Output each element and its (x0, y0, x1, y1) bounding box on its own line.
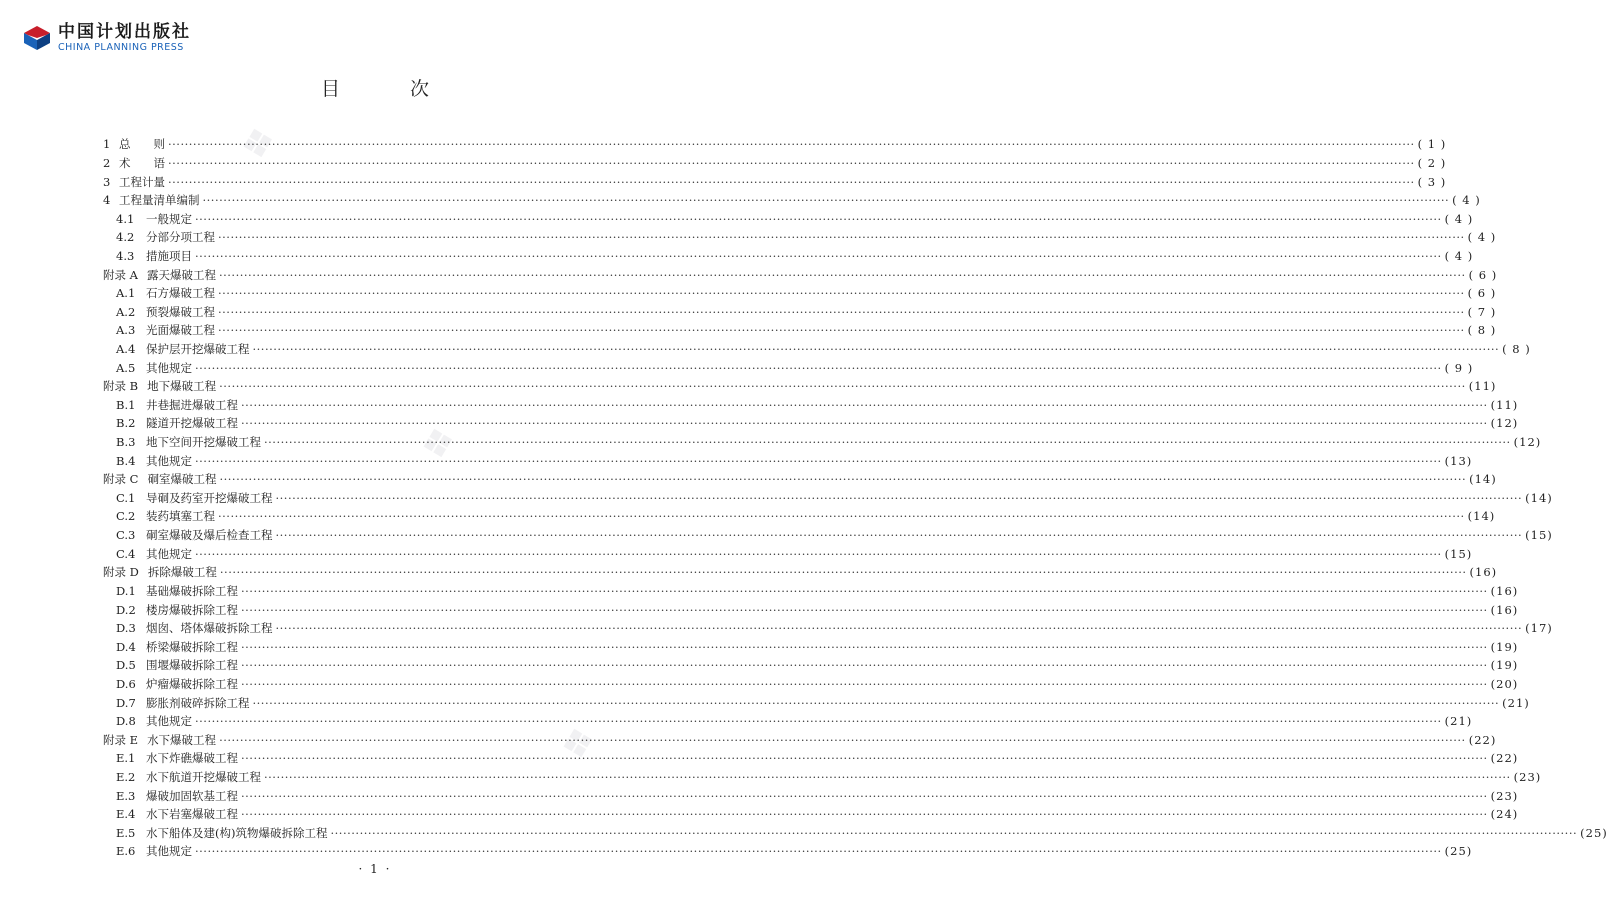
toc-leader-dots: ············································································································································································································································································································ (202, 193, 1450, 208)
toc-entry-page: ( 6 ) (1468, 267, 1498, 282)
toc-entry-label: 地下空间开挖爆破工程 (146, 435, 261, 450)
toc-entry-number: D.1 (116, 583, 136, 598)
toc-entry-label: 工程计量 (119, 174, 165, 189)
toc-entry-number: D.7 (116, 695, 136, 710)
toc-entry-label: 水下船体及建(构)筑物爆破拆除工程 (146, 825, 328, 840)
toc-entry-label: 地下爆破工程 (147, 379, 217, 394)
toc-entry[interactable] (103, 637, 1519, 656)
toc-entry-number: C.2 (116, 509, 136, 524)
toc-entry-number: E.6 (116, 844, 136, 859)
toc-entry-page: (14) (1525, 490, 1553, 505)
toc-leader-dots: ············································································································································································································································································································ (219, 565, 1467, 580)
toc-entry-label: 水下岩塞爆破工程 (146, 807, 238, 822)
toc-entry[interactable] (103, 340, 1531, 359)
toc-leader-dots: ············································································································································································································································································································ (219, 732, 1466, 747)
toc-leader-dots: ············································································································································································································································································································ (168, 155, 1415, 170)
toc-entry[interactable] (103, 135, 1447, 154)
toc-entry-label: 导硐及药室开挖爆破工程 (146, 490, 273, 505)
page-title: 目 次 (320, 78, 462, 100)
toc-entry-number: B.3 (116, 435, 136, 450)
toc-entry-label: 其他规定 (146, 546, 192, 561)
toc-entry-number: E.3 (116, 788, 136, 803)
toc-entry-label: 基础爆破拆除工程 (146, 583, 238, 598)
toc-entry-page: ( 4 ) (1444, 211, 1474, 226)
toc-entry-number: 4 (103, 193, 111, 208)
toc-leader-dots: ············································································································································································································································································································ (330, 825, 1578, 840)
toc-entry[interactable] (103, 842, 1473, 861)
toc-entry[interactable] (103, 396, 1519, 415)
toc-entry-number: E.2 (116, 770, 136, 785)
toc-leader-dots: ············································································································································································································································································································ (195, 714, 1442, 729)
toc-leader-dots: ············································································································································································································································································································ (264, 435, 1511, 450)
toc-leader-dots: ············································································································································································································································································································ (168, 137, 1415, 152)
toc-entry[interactable] (103, 154, 1447, 173)
toc-entry-label: 术 语 (119, 155, 165, 170)
toc-entry-page: (25) (1444, 844, 1473, 859)
toc-entry-page: (16) (1490, 583, 1519, 598)
toc-entry-page: ( 6 ) (1467, 286, 1497, 301)
toc-entry-number: D.8 (116, 714, 136, 729)
toc-leader-dots: ············································································································································································································································································································ (195, 453, 1442, 468)
toc-entry-label: 露天爆破工程 (146, 267, 216, 282)
toc-entry-label: 井巷掘进爆破工程 (146, 397, 238, 412)
publisher-name-cn: 中国计划出版社 (58, 22, 191, 42)
toc-entry-label: 石方爆破工程 (146, 286, 215, 301)
toc-entry-label: 炉瘤爆破拆除工程 (146, 676, 238, 691)
toc-entry-label: 其他规定 (146, 453, 192, 468)
toc-leader-dots: ············································································································································································································································································································ (241, 397, 1488, 412)
toc-entry-number: C.3 (116, 528, 136, 543)
toc-leader-dots: ············································································································································································································································································································ (241, 751, 1488, 766)
toc-entry[interactable] (103, 805, 1519, 824)
toc-leader-dots: ············································································································································································································································································································ (252, 695, 1500, 710)
toc-entry[interactable] (103, 247, 1474, 266)
toc-entry[interactable] (103, 712, 1473, 731)
page-number: · 1 · (358, 862, 392, 876)
toc-entry-label: 硐室爆破工程 (147, 472, 217, 487)
toc-entry-label: 总 则 (119, 137, 165, 152)
toc-entry-page: (19) (1490, 658, 1519, 673)
toc-leader-dots: ············································································································································································································································································································ (264, 770, 1511, 785)
toc-entry-page: (22) (1490, 751, 1519, 766)
toc-entry[interactable] (103, 358, 1474, 377)
toc-entry-page: (21) (1502, 695, 1530, 710)
toc-entry-label: 膨胀剂破碎拆除工程 (146, 695, 250, 710)
publisher-name-en: CHINA PLANNING PRESS (58, 42, 184, 53)
toc-entry[interactable] (103, 451, 1473, 470)
toc-entry[interactable] (103, 191, 1481, 210)
toc-entry[interactable] (103, 675, 1519, 694)
toc-leader-dots: ············································································································································································································································································································ (195, 360, 1442, 375)
toc-entry-label: 保护层开挖爆破工程 (146, 342, 250, 356)
toc-entry[interactable] (103, 228, 1497, 247)
toc-entry[interactable] (103, 377, 1497, 396)
toc-entry-page: ( 7 ) (1467, 304, 1497, 319)
toc-entry[interactable] (103, 544, 1473, 563)
toc-leader-dots: ············································································································································································································································································································ (195, 546, 1442, 561)
toc-entry-label: 水下炸礁爆破工程 (146, 751, 238, 766)
toc-entry-label: 硐室爆破及爆后检查工程 (146, 528, 273, 543)
toc-leader-dots: ············································································································································································································································································································ (195, 211, 1442, 226)
toc-entry[interactable] (103, 656, 1519, 675)
toc-entry-number: 2 (103, 155, 111, 170)
toc-entry-label: 拆除爆破工程 (147, 565, 217, 580)
toc-entry-number: B.1 (116, 397, 136, 412)
toc-entry-number: 附录 E (103, 732, 139, 747)
toc-leader-dots: ············································································································································································································································································································ (241, 807, 1488, 822)
toc-leader-dots: ············································································································································································································································································································ (241, 658, 1488, 673)
toc-leader-dots: ············································································································································································································································································································ (241, 416, 1488, 431)
toc-entry-page: ( 3 ) (1417, 174, 1447, 189)
toc-entry-number: A.4 (116, 342, 136, 356)
toc-entry[interactable] (103, 433, 1542, 452)
watermark: ❖ (235, 114, 293, 172)
toc-entry[interactable] (103, 786, 1519, 805)
toc-entry-label: 预裂爆破工程 (146, 304, 215, 319)
publisher-logo-icon (22, 24, 52, 52)
toc-entry[interactable] (103, 172, 1447, 191)
toc-entry-page: (16) (1490, 602, 1519, 617)
toc-leader-dots: ············································································································································································································································································································ (168, 174, 1415, 189)
toc-entry-label: 桥梁爆破拆除工程 (146, 639, 238, 654)
toc-entry[interactable] (103, 209, 1474, 228)
toc-entry[interactable] (103, 321, 1497, 340)
toc-entry-label: 其他规定 (146, 844, 192, 859)
toc-entry-page: (14) (1469, 472, 1497, 487)
toc-leader-dots: ············································································································································································································································································································ (241, 676, 1488, 691)
toc-entry-page: (20) (1490, 676, 1519, 691)
toc-entry-number: 4.1 (116, 211, 135, 226)
toc-entry-label: 工程量清单编制 (119, 193, 200, 208)
toc-leader-dots: ············································································································································································································································································································ (218, 304, 1465, 319)
toc-entry-number: C.4 (116, 546, 136, 561)
toc-entry[interactable] (103, 470, 1497, 489)
toc-entry-page: (14) (1467, 509, 1496, 524)
toc-entry[interactable] (103, 600, 1519, 619)
toc-entry-label: 烟囱、塔体爆破拆除工程 (146, 621, 273, 636)
toc-entry-page: ( 8 ) (1467, 323, 1497, 338)
toc-entry-page: ( 1 ) (1417, 137, 1447, 152)
toc-entry[interactable] (103, 619, 1553, 638)
toc-entry-page: ( 2 ) (1417, 155, 1447, 170)
toc-entry[interactable] (103, 284, 1497, 303)
toc-entry-page: (24) (1490, 807, 1519, 822)
toc-entry-page: ( 4 ) (1444, 248, 1474, 263)
toc-leader-dots: ············································································································································································································································································································ (275, 490, 1523, 505)
toc-entry-page: ( 9 ) (1444, 360, 1474, 375)
toc-leader-dots: ············································································································································································································································································································ (218, 509, 1465, 524)
toc-leader-dots: ············································································································································································································································································································ (195, 248, 1442, 263)
toc-entry-label: 措施项目 (146, 248, 192, 263)
toc-entry[interactable] (103, 489, 1553, 508)
toc-entry-number: E.1 (116, 751, 136, 766)
toc-leader-dots: ············································································································································································································································································································ (241, 788, 1488, 803)
toc-leader-dots: ············································································································································································································································································································ (219, 472, 1467, 487)
toc-leader-dots: ············································································································································································································································································································ (218, 230, 1465, 245)
toc-entry-page: (25) (1580, 825, 1608, 840)
toc-leader-dots: ············································································································································································································································································································ (275, 621, 1523, 636)
toc-entry-page: (13) (1444, 453, 1473, 468)
toc-entry-page: (17) (1525, 621, 1553, 636)
toc-entry[interactable] (103, 731, 1497, 750)
toc-entry[interactable] (103, 693, 1530, 712)
toc-leader-dots: ············································································································································································································································································································ (218, 286, 1465, 301)
toc-entry-label: 光面爆破工程 (146, 323, 215, 338)
toc-leader-dots: ············································································································································································································································································································ (219, 379, 1466, 394)
toc-entry-label: 其他规定 (146, 360, 192, 375)
toc-entry-number: C.1 (116, 490, 136, 505)
toc-entry-number: D.3 (116, 621, 136, 636)
toc-entry-number: E.4 (116, 807, 136, 822)
toc-entry[interactable] (103, 526, 1553, 545)
toc-entry-page: (12) (1513, 435, 1542, 450)
toc-entry-number: 附录 B (103, 379, 139, 394)
toc-entry-number: A.2 (116, 304, 136, 319)
table-of-contents (103, 135, 1608, 861)
toc-entry-page: (15) (1525, 528, 1553, 543)
toc-entry-page: (12) (1490, 416, 1519, 431)
toc-entry-number: 附录 A (103, 267, 138, 282)
toc-entry-label: 围堰爆破拆除工程 (146, 658, 238, 673)
watermark: ❖ (415, 414, 473, 472)
toc-entry-number: B.2 (116, 416, 136, 431)
toc-entry[interactable] (103, 768, 1542, 787)
toc-entry-page: (16) (1469, 565, 1498, 580)
toc-entry-page: (23) (1513, 770, 1542, 785)
toc-entry[interactable] (103, 302, 1497, 321)
toc-entry-page: ( 4 ) (1452, 193, 1481, 208)
toc-entry-number: A.3 (116, 323, 136, 338)
toc-entry-number: 4.3 (116, 248, 135, 263)
toc-leader-dots: ············································································································································································································································································································ (252, 342, 1500, 356)
publisher-header (22, 22, 191, 54)
toc-leader-dots: ············································································································································································································································································································ (241, 602, 1488, 617)
toc-entry-page: (19) (1490, 639, 1519, 654)
watermark: ❖ (555, 714, 613, 772)
toc-entry[interactable] (103, 507, 1496, 526)
toc-entry-page: ( 4 ) (1467, 230, 1497, 245)
toc-entry-number: 4.2 (116, 230, 135, 245)
toc-entry-label: 装药填塞工程 (146, 509, 215, 524)
toc-entry-number: 3 (103, 174, 111, 189)
toc-entry-page: (22) (1468, 732, 1497, 747)
toc-entry[interactable] (103, 824, 1608, 843)
toc-entry-page: (11) (1468, 379, 1497, 394)
toc-entry-label: 其他规定 (146, 714, 192, 729)
toc-entry-label: 一般规定 (146, 211, 192, 226)
toc-leader-dots: ············································································································································································································································································································ (241, 639, 1488, 654)
toc-entry-label: 水下航道开挖爆破工程 (146, 770, 261, 785)
toc-entry-number: B.4 (116, 453, 136, 468)
toc-entry[interactable] (103, 414, 1519, 433)
toc-entry-page: (23) (1490, 788, 1519, 803)
toc-entry-number: E.5 (116, 825, 136, 840)
toc-entry-number: D.4 (116, 639, 136, 654)
toc-entry-label: 楼房爆破拆除工程 (146, 602, 238, 617)
toc-entry-number: 附录 C (103, 472, 139, 487)
toc-entry-page: ( 8 ) (1502, 342, 1531, 356)
toc-entry-number: A.1 (116, 286, 136, 301)
toc-entry-number: D.2 (116, 602, 136, 617)
toc-leader-dots: ············································································································································································································································································································ (218, 323, 1465, 338)
toc-entry-page: (21) (1444, 714, 1473, 729)
toc-entry-number: 附录 D (103, 565, 139, 580)
toc-entry-label: 隧道开挖爆破工程 (146, 416, 238, 431)
toc-entry-label: 分部分项工程 (146, 230, 215, 245)
toc-entry[interactable] (103, 265, 1498, 284)
toc-entry[interactable] (103, 749, 1519, 768)
toc-entry-page: (11) (1490, 397, 1519, 412)
toc-entry-label: 水下爆破工程 (147, 732, 217, 747)
toc-entry[interactable] (103, 582, 1519, 601)
toc-leader-dots: ············································································································································································································································································································ (218, 267, 1466, 282)
toc-entry-number: A.5 (116, 360, 136, 375)
toc-entry-number: D.5 (116, 658, 136, 673)
toc-leader-dots: ············································································································································································································································································································ (241, 583, 1488, 598)
toc-leader-dots: ············································································································································································································································································································ (195, 844, 1442, 859)
toc-entry[interactable] (103, 563, 1498, 582)
toc-entry-page: (15) (1444, 546, 1473, 561)
toc-entry-number: D.6 (116, 676, 136, 691)
toc-entry-number: 1 (103, 137, 111, 152)
toc-entry-label: 爆破加固软基工程 (146, 788, 238, 803)
toc-leader-dots: ············································································································································································································································································································ (275, 528, 1523, 543)
